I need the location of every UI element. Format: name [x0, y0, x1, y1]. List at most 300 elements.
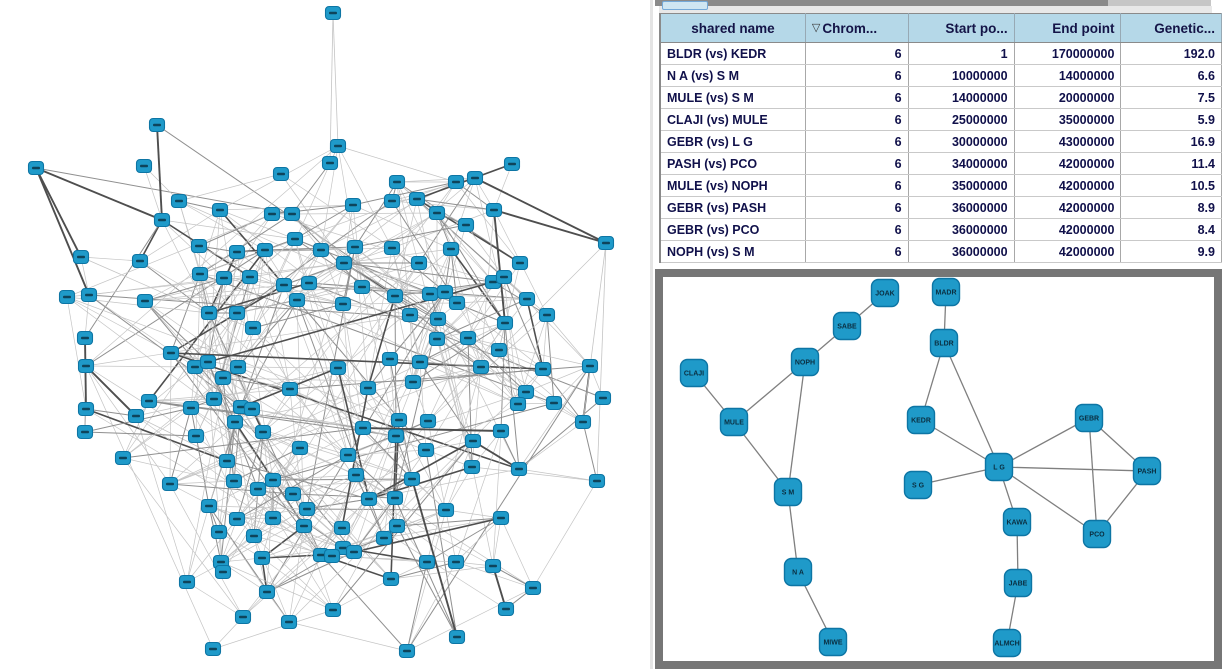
subnet-node-KEDR[interactable]	[908, 407, 935, 434]
network-node-label	[140, 165, 148, 167]
network-node[interactable]	[336, 298, 351, 311]
table-cell[interactable]: 35000000	[908, 175, 1014, 197]
network-node[interactable]	[406, 376, 421, 389]
network-node[interactable]	[413, 356, 428, 369]
network-node-label	[317, 554, 325, 556]
table-cell[interactable]: 9.9	[1121, 241, 1222, 263]
network-node[interactable]	[230, 307, 245, 320]
network-node[interactable]	[423, 288, 438, 301]
network-node[interactable]	[494, 512, 509, 525]
network-node[interactable]	[326, 604, 341, 617]
network-node[interactable]	[230, 513, 245, 526]
table-cell[interactable]: NOPH (vs) S M	[660, 241, 805, 263]
subnet-edge-NOPH-SM[interactable]	[788, 362, 805, 492]
network-node[interactable]	[430, 207, 445, 220]
network-node[interactable]	[325, 550, 340, 563]
network-node[interactable]	[596, 392, 611, 405]
table-cell[interactable]: 25000000	[908, 109, 1014, 131]
network-node[interactable]	[297, 520, 312, 533]
network-node-label	[351, 246, 359, 248]
table-cell[interactable]: 42000000	[1014, 153, 1121, 175]
network-node[interactable]	[347, 546, 362, 559]
table-cell[interactable]: 6	[805, 175, 908, 197]
table-cell[interactable]: 6.6	[1121, 65, 1222, 87]
network-node[interactable]	[293, 442, 308, 455]
network-node[interactable]	[599, 237, 614, 250]
column-header-chrom[interactable]	[805, 14, 908, 43]
network-node[interactable]	[487, 204, 502, 217]
network-node[interactable]	[251, 483, 266, 496]
network-node[interactable]	[207, 393, 222, 406]
subnet-node-SM[interactable]	[775, 479, 802, 506]
table-row[interactable]	[660, 87, 1222, 109]
table-cell[interactable]: 42000000	[1014, 175, 1121, 197]
network-node[interactable]	[468, 172, 483, 185]
network-node[interactable]	[172, 195, 187, 208]
network-node-label	[529, 587, 537, 589]
network-node[interactable]	[590, 475, 605, 488]
network-node[interactable]	[189, 430, 204, 443]
column-header-sharedname[interactable]	[660, 14, 805, 43]
network-node[interactable]	[79, 360, 94, 373]
network-node[interactable]	[193, 268, 208, 281]
network-node[interactable]	[512, 463, 527, 476]
network-node[interactable]	[260, 586, 275, 599]
network-node[interactable]	[192, 240, 207, 253]
network-node[interactable]	[355, 281, 370, 294]
table-cell[interactable]: 16.9	[1121, 131, 1222, 153]
network-node[interactable]	[405, 473, 420, 486]
table-cell[interactable]: GEBR (vs) PASH	[660, 197, 805, 219]
subnet-node-CLAJI[interactable]	[681, 360, 708, 387]
network-edge	[292, 213, 437, 214]
table-cell[interactable]: 14000000	[908, 87, 1014, 109]
network-node-label	[406, 314, 414, 316]
subnet-node-NA[interactable]	[785, 559, 812, 586]
network-node-label	[395, 419, 403, 421]
table-cell[interactable]: PASH (vs) PCO	[660, 153, 805, 175]
network-node-label	[196, 273, 204, 275]
network-node[interactable]	[266, 512, 281, 525]
network-node[interactable]	[202, 307, 217, 320]
table-cell[interactable]: 36000000	[908, 219, 1014, 241]
network-node[interactable]	[385, 242, 400, 255]
subnet-node-SABE[interactable]	[834, 313, 861, 340]
network-node[interactable]	[274, 168, 289, 181]
network-node-label	[442, 509, 450, 511]
network-node-label	[191, 366, 199, 368]
network-node[interactable]	[403, 309, 418, 322]
network-node[interactable]	[150, 119, 165, 132]
network-node[interactable]	[286, 488, 301, 501]
network-node[interactable]	[282, 616, 297, 629]
network-node-label	[502, 608, 510, 610]
table-cell[interactable]: 42000000	[1014, 219, 1121, 241]
network-node[interactable]	[74, 251, 89, 264]
network-node[interactable]	[228, 416, 243, 429]
network-node[interactable]	[184, 402, 199, 415]
network-node[interactable]	[499, 603, 514, 616]
network-node[interactable]	[498, 317, 513, 330]
network-node[interactable]	[236, 611, 251, 624]
network-node-label	[489, 281, 497, 283]
network-node[interactable]	[450, 297, 465, 310]
network-node[interactable]	[243, 271, 258, 284]
network-node[interactable]	[444, 243, 459, 256]
network-node[interactable]	[256, 426, 271, 439]
network-node[interactable]	[331, 140, 346, 153]
network-node[interactable]	[314, 244, 329, 257]
network-node[interactable]	[302, 277, 317, 290]
network-node[interactable]	[511, 398, 526, 411]
network-node[interactable]	[430, 333, 445, 346]
network-node-label	[85, 294, 93, 296]
network-node[interactable]	[116, 452, 131, 465]
network-node[interactable]	[216, 566, 231, 579]
network-node[interactable]	[389, 430, 404, 443]
subnet-node-label: CLAJI	[683, 370, 705, 378]
network-node[interactable]	[348, 241, 363, 254]
network-node[interactable]	[212, 526, 227, 539]
network-node[interactable]	[449, 556, 464, 569]
network-node[interactable]	[155, 214, 170, 227]
network-node-label	[317, 249, 325, 251]
network-node[interactable]	[439, 504, 454, 517]
network-node[interactable]	[300, 503, 315, 516]
network-node-label	[393, 525, 401, 527]
network-node[interactable]	[356, 422, 371, 435]
network-node[interactable]	[216, 372, 231, 385]
network-node[interactable]	[419, 444, 434, 457]
subnet-edge-GEBR-PCO[interactable]	[1089, 418, 1097, 534]
network-node-label	[477, 366, 485, 368]
network-node[interactable]	[390, 520, 405, 533]
network-edge	[136, 416, 187, 582]
table-cell[interactable]: N A (vs) S M	[660, 65, 805, 87]
table-row[interactable]	[660, 43, 1222, 65]
network-node[interactable]	[474, 361, 489, 374]
network-node[interactable]	[217, 272, 232, 285]
table-row[interactable]	[660, 219, 1222, 241]
network-node[interactable]	[82, 289, 97, 302]
network-node-label	[326, 162, 334, 164]
network-node-label	[515, 468, 523, 470]
network-edge	[547, 315, 590, 366]
network-node[interactable]	[388, 290, 403, 303]
network-node[interactable]	[519, 386, 534, 399]
network-edge	[253, 250, 265, 328]
network-node[interactable]	[285, 208, 300, 221]
network-node[interactable]	[494, 425, 509, 438]
network-node[interactable]	[420, 556, 435, 569]
network-node[interactable]	[384, 573, 399, 586]
subnet-node-label: PASH	[1137, 468, 1157, 476]
network-node[interactable]	[505, 158, 520, 171]
network-node[interactable]	[202, 500, 217, 513]
network-node[interactable]	[164, 347, 179, 360]
network-node[interactable]	[438, 286, 453, 299]
table-cell[interactable]: 6	[805, 43, 908, 65]
network-node[interactable]	[290, 294, 305, 307]
table-cell[interactable]: 36000000	[908, 197, 1014, 219]
network-node[interactable]	[349, 469, 364, 482]
table-cell[interactable]: 170000000	[1014, 43, 1121, 65]
network-node-label	[408, 478, 416, 480]
network-node[interactable]	[377, 532, 392, 545]
network-node[interactable]	[331, 362, 346, 375]
table-cell[interactable]: 6	[805, 219, 908, 241]
panel-divider[interactable]	[650, 0, 653, 669]
network-node-label	[508, 163, 516, 165]
table-cell[interactable]: 6	[805, 109, 908, 131]
network-edge	[547, 315, 554, 403]
table-cell[interactable]: 1	[908, 43, 1014, 65]
table-cell[interactable]: 8.4	[1121, 219, 1222, 241]
network-node[interactable]	[326, 7, 341, 20]
table-cell[interactable]: 42000000	[1014, 241, 1121, 263]
network-node[interactable]	[246, 322, 261, 335]
table-cell[interactable]: 6	[805, 87, 908, 109]
network-node-label	[339, 303, 347, 305]
table-cell[interactable]: 11.4	[1121, 153, 1222, 175]
network-edge	[200, 214, 292, 274]
network-node[interactable]	[227, 475, 242, 488]
network-node[interactable]	[492, 344, 507, 357]
network-node[interactable]	[60, 291, 75, 304]
network-node-label	[269, 479, 277, 481]
network-edge	[238, 367, 338, 368]
network-node[interactable]	[400, 645, 415, 658]
network-node[interactable]	[180, 576, 195, 589]
column-header-endpoint[interactable]	[1014, 14, 1121, 43]
network-node[interactable]	[137, 160, 152, 173]
network-node[interactable]	[265, 208, 280, 221]
network-node-label	[158, 219, 166, 221]
network-node[interactable]	[526, 582, 541, 595]
subnet-node-label: GEBR	[1078, 415, 1100, 423]
subnet-node-label: MIWE	[823, 639, 843, 647]
network-node-label	[215, 531, 223, 533]
subnet-node-PCO[interactable]	[1084, 521, 1111, 548]
network-node[interactable]	[361, 382, 376, 395]
column-header-startpo[interactable]	[908, 14, 1014, 43]
network-node[interactable]	[390, 176, 405, 189]
subnet-node-NOPH[interactable]	[792, 349, 819, 376]
network-node-label	[210, 398, 218, 400]
network-node[interactable]	[323, 157, 338, 170]
network-node-label	[391, 295, 399, 297]
network-node-label	[468, 466, 476, 468]
subnet-node-label: MADR	[935, 289, 957, 297]
subnet-node-LG[interactable]	[986, 454, 1013, 481]
subnet-edge-BLDR-LG[interactable]	[944, 343, 999, 467]
table-cell[interactable]: 42000000	[1014, 197, 1121, 219]
network-node-label	[433, 338, 441, 340]
network-node[interactable]	[230, 246, 245, 259]
subnet-edge-LG-PASH[interactable]	[999, 467, 1147, 471]
table-cell[interactable]: 7.5	[1121, 87, 1222, 109]
network-node[interactable]	[258, 244, 273, 257]
network-node[interactable]	[449, 176, 464, 189]
table-cell[interactable]: 6	[805, 65, 908, 87]
network-node[interactable]	[520, 293, 535, 306]
network-node[interactable]	[206, 643, 221, 656]
network-node[interactable]	[547, 397, 562, 410]
network-node[interactable]	[283, 383, 298, 396]
network-node[interactable]	[513, 257, 528, 270]
subnet-node-JABE[interactable]	[1005, 570, 1032, 597]
network-node[interactable]	[576, 416, 591, 429]
network-node[interactable]	[383, 353, 398, 366]
subnet-node-JOAK[interactable]	[872, 280, 899, 307]
table-cell[interactable]: 34000000	[908, 153, 1014, 175]
network-node[interactable]	[410, 193, 425, 206]
network-node-label	[233, 518, 241, 520]
network-node-label	[81, 337, 89, 339]
network-node-label	[248, 408, 256, 410]
subnet-node-ALMCH[interactable]	[994, 630, 1021, 657]
table-cell[interactable]: MULE (vs) S M	[660, 87, 805, 109]
subnet-node-MADR[interactable]	[933, 279, 960, 306]
network-node[interactable]	[431, 313, 446, 326]
network-node[interactable]	[266, 474, 281, 487]
network-node-label	[81, 431, 89, 433]
table-cell[interactable]: 8.9	[1121, 197, 1222, 219]
network-node[interactable]	[255, 552, 270, 565]
subnet-node-MULE[interactable]	[721, 409, 748, 436]
network-node-label	[447, 248, 455, 250]
network-node-label	[452, 181, 460, 183]
network-node[interactable]	[138, 295, 153, 308]
network-node[interactable]	[362, 493, 377, 506]
table-cell[interactable]: 10.5	[1121, 175, 1222, 197]
network-node[interactable]	[540, 309, 555, 322]
subnetwork-canvas[interactable]	[663, 277, 1214, 661]
filter-icon[interactable]: ▽	[811, 21, 821, 34]
table-tab-chip[interactable]	[662, 1, 708, 10]
network-node[interactable]	[412, 257, 427, 270]
table-row[interactable]	[660, 109, 1222, 131]
network-node[interactable]	[346, 199, 361, 212]
network-node-label	[523, 298, 531, 300]
network-node[interactable]	[341, 449, 356, 462]
table-cell[interactable]: 43000000	[1014, 131, 1121, 153]
network-node[interactable]	[385, 195, 400, 208]
network-node[interactable]	[231, 361, 246, 374]
network-node-label	[261, 249, 269, 251]
table-cell[interactable]: 5.9	[1121, 109, 1222, 131]
network-node[interactable]	[466, 435, 481, 448]
network-node[interactable]	[247, 530, 262, 543]
network-node-label	[233, 251, 241, 253]
table-row[interactable]	[660, 175, 1222, 197]
network-node-label	[195, 245, 203, 247]
table-row[interactable]	[660, 197, 1222, 219]
table-cell[interactable]: 36000000	[908, 241, 1014, 263]
table-cell[interactable]: 6	[805, 197, 908, 219]
table-cell[interactable]: 10000000	[908, 65, 1014, 87]
network-node-label	[286, 388, 294, 390]
table-row[interactable]	[660, 131, 1222, 153]
subnet-node-label: JABE	[1008, 580, 1028, 588]
network-node[interactable]	[450, 631, 465, 644]
network-node[interactable]	[78, 426, 93, 439]
network-node[interactable]	[29, 162, 44, 175]
network-node[interactable]	[220, 455, 235, 468]
network-node[interactable]	[421, 415, 436, 428]
network-node[interactable]	[245, 403, 260, 416]
network-node[interactable]	[459, 219, 474, 232]
network-node[interactable]	[337, 257, 352, 270]
network-node-label	[433, 212, 441, 214]
network-node[interactable]	[163, 478, 178, 491]
subnetwork-view[interactable]	[663, 277, 1214, 661]
table-cell[interactable]: BLDR (vs) KEDR	[660, 43, 805, 65]
network-node[interactable]	[497, 271, 512, 284]
network-node[interactable]	[583, 360, 598, 373]
subnet-node-SG[interactable]	[905, 472, 932, 499]
table-cell[interactable]: 30000000	[908, 131, 1014, 153]
network-node[interactable]	[79, 403, 94, 416]
table-row[interactable]	[660, 153, 1222, 175]
network-node[interactable]	[142, 395, 157, 408]
network-node-label	[192, 435, 200, 437]
table-cell[interactable]: 20000000	[1014, 87, 1121, 109]
network-node[interactable]	[465, 461, 480, 474]
network-node-label	[288, 213, 296, 215]
network-node[interactable]	[78, 332, 93, 345]
table-cell[interactable]: 6	[805, 131, 908, 153]
network-node-label	[364, 387, 372, 389]
network-node[interactable]	[388, 492, 403, 505]
network-node-label	[516, 262, 524, 264]
column-header-genetic[interactable]	[1121, 14, 1222, 43]
table-cell[interactable]: 6	[805, 241, 908, 263]
network-node-label	[269, 517, 277, 519]
table-cell[interactable]: 192.0	[1121, 43, 1222, 65]
network-node[interactable]	[536, 363, 551, 376]
table-row[interactable]	[660, 65, 1222, 87]
table-cell[interactable]: CLAJI (vs) MULE	[660, 109, 805, 131]
network-node-label	[32, 167, 40, 169]
network-node[interactable]	[129, 410, 144, 423]
network-node[interactable]	[461, 332, 476, 345]
table-cell[interactable]: 14000000	[1014, 65, 1121, 87]
subnet-node-BLDR[interactable]	[931, 330, 958, 357]
network-node[interactable]	[486, 560, 501, 573]
subnet-node-KAWA[interactable]	[1004, 509, 1031, 536]
subnet-node-label: KAWA	[1006, 519, 1028, 527]
network-node[interactable]	[288, 233, 303, 246]
network-node[interactable]	[133, 255, 148, 268]
network-node-label	[409, 381, 417, 383]
network-node-label	[145, 400, 153, 402]
table-cell[interactable]: MULE (vs) NOPH	[660, 175, 805, 197]
network-node[interactable]	[213, 204, 228, 217]
subnet-node-GEBR[interactable]	[1076, 405, 1103, 432]
table-cell[interactable]: 35000000	[1014, 109, 1121, 131]
subnet-node-MIWE[interactable]	[820, 629, 847, 656]
table-cell[interactable]: GEBR (vs) PCO	[660, 219, 805, 241]
network-node[interactable]	[201, 356, 216, 369]
table-cell[interactable]: 6	[805, 153, 908, 175]
network-node[interactable]	[335, 522, 350, 535]
network-node[interactable]	[277, 279, 292, 292]
table-cell[interactable]: GEBR (vs) L G	[660, 131, 805, 153]
subnet-node-PASH[interactable]	[1134, 458, 1161, 485]
network-node[interactable]	[392, 414, 407, 427]
table-row[interactable]	[660, 241, 1222, 263]
